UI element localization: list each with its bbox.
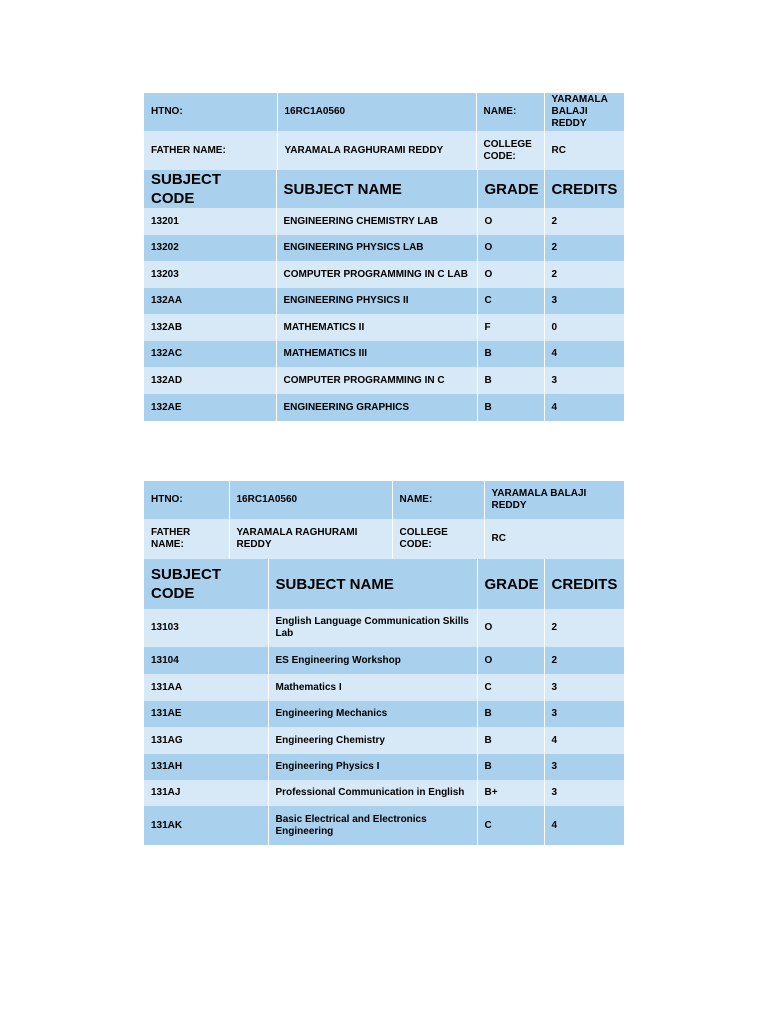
credits: 3	[544, 754, 624, 780]
table-row	[144, 367, 624, 394]
htno-value: 16RC1A0560	[229, 481, 392, 519]
credits: 2	[544, 261, 624, 288]
credits: 2	[544, 208, 624, 235]
table-row	[144, 609, 624, 647]
grade: O	[477, 609, 544, 647]
subject-code: 13203	[144, 261, 276, 288]
credits: 4	[544, 394, 624, 421]
grade: O	[477, 208, 544, 235]
name-value: YARAMALA BALAJI REDDY	[484, 481, 624, 519]
table-header-row	[144, 559, 624, 609]
name-label: NAME:	[476, 93, 544, 131]
college-code-label: COLLEGE CODE:	[392, 519, 484, 559]
info-row-htno	[144, 481, 624, 519]
table-row	[144, 261, 624, 288]
grade: C	[477, 806, 544, 845]
subject-name: ENGINEERING PHYSICS LAB	[276, 235, 477, 261]
college-code-value: RC	[484, 519, 624, 559]
htno-label: HTNO:	[144, 481, 229, 519]
header-subject-code: SUBJECT CODE	[144, 170, 276, 208]
table-row	[144, 780, 624, 806]
grade: O	[477, 235, 544, 261]
subject-code: 131AA	[144, 674, 268, 701]
credits: 3	[544, 288, 624, 314]
subject-name: Mathematics I	[268, 674, 477, 701]
table-row	[144, 674, 624, 701]
header-credits: CREDITS	[544, 170, 624, 208]
table-row	[144, 288, 624, 314]
subject-code: 132AC	[144, 341, 276, 367]
subject-code: 131AK	[144, 806, 268, 845]
table-row	[144, 235, 624, 261]
header-grade: GRADE	[477, 170, 544, 208]
subject-name: ENGINEERING PHYSICS II	[276, 288, 477, 314]
table-row	[144, 806, 624, 845]
grade: O	[477, 261, 544, 288]
subject-code: 132AA	[144, 288, 276, 314]
subject-name: ES Engineering Workshop	[268, 647, 477, 674]
subject-name: MATHEMATICS II	[276, 314, 477, 341]
htno-label: HTNO:	[144, 93, 277, 131]
subjects-table-2	[144, 559, 624, 845]
father-name-value: YARAMALA RAGHURAMI REDDY	[229, 519, 392, 559]
subject-code: 132AB	[144, 314, 276, 341]
grade: B	[477, 394, 544, 421]
table-row	[144, 208, 624, 235]
header-subject-code: SUBJECT CODE	[144, 559, 268, 609]
result-card-1	[144, 93, 624, 170]
result-card-2	[144, 481, 624, 559]
father-name-label: FATHER NAME:	[144, 131, 277, 170]
credits: 0	[544, 314, 624, 341]
credits: 3	[544, 367, 624, 394]
subject-name: English Language Communication Skills Lab	[268, 609, 477, 647]
header-credits: CREDITS	[544, 559, 624, 609]
subject-code: 132AE	[144, 394, 276, 421]
subject-name: COMPUTER PROGRAMMING IN C	[276, 367, 477, 394]
grade: B	[477, 754, 544, 780]
subject-name: Professional Communication in English	[268, 780, 477, 806]
grade: O	[477, 647, 544, 674]
subject-code: 13104	[144, 647, 268, 674]
grade: B+	[477, 780, 544, 806]
subject-code: 13201	[144, 208, 276, 235]
subject-name: Engineering Chemistry	[268, 727, 477, 754]
subject-code: 131AG	[144, 727, 268, 754]
subject-name: Engineering Physics I	[268, 754, 477, 780]
table-row	[144, 341, 624, 367]
credits: 2	[544, 647, 624, 674]
credits: 2	[544, 609, 624, 647]
credits: 3	[544, 674, 624, 701]
table-row	[144, 754, 624, 780]
credits: 4	[544, 341, 624, 367]
subject-code: 131AJ	[144, 780, 268, 806]
table-row	[144, 314, 624, 341]
info-row-htno	[144, 93, 624, 131]
table-row	[144, 647, 624, 674]
header-grade: GRADE	[477, 559, 544, 609]
credits: 3	[544, 780, 624, 806]
credits: 4	[544, 806, 624, 845]
name-value: YARAMALA BALAJI REDDY	[544, 93, 624, 131]
college-code-label: COLLEGE CODE:	[476, 131, 544, 170]
header-subject-name: SUBJECT NAME	[268, 559, 477, 609]
subjects-table-1	[144, 170, 624, 421]
credits: 4	[544, 727, 624, 754]
subject-name: Engineering Mechanics	[268, 701, 477, 727]
father-name-label: FATHER NAME:	[144, 519, 229, 559]
grade: B	[477, 341, 544, 367]
subject-name: Basic Electrical and Electronics Engineering	[268, 806, 477, 845]
subject-code: 13202	[144, 235, 276, 261]
name-label: NAME:	[392, 481, 484, 519]
grade: F	[477, 314, 544, 341]
info-row-father	[144, 131, 624, 170]
grade: B	[477, 727, 544, 754]
college-code-value: RC	[544, 131, 624, 170]
subject-name: ENGINEERING GRAPHICS	[276, 394, 477, 421]
grade: C	[477, 674, 544, 701]
info-row-father	[144, 519, 624, 559]
credits: 2	[544, 235, 624, 261]
grade: B	[477, 367, 544, 394]
header-subject-name: SUBJECT NAME	[276, 170, 477, 208]
subject-name: COMPUTER PROGRAMMING IN C LAB	[276, 261, 477, 288]
htno-value: 16RC1A0560	[277, 93, 476, 131]
subject-code: 13103	[144, 609, 268, 647]
father-name-value: YARAMALA RAGHURAMI REDDY	[277, 131, 476, 170]
subject-code: 132AD	[144, 367, 276, 394]
grade: B	[477, 701, 544, 727]
table-row	[144, 701, 624, 727]
table-row	[144, 394, 624, 421]
subject-code: 131AE	[144, 701, 268, 727]
grade: C	[477, 288, 544, 314]
subject-name: MATHEMATICS III	[276, 341, 477, 367]
table-row	[144, 727, 624, 754]
credits: 3	[544, 701, 624, 727]
subject-name: ENGINEERING CHEMISTRY LAB	[276, 208, 477, 235]
subject-code: 131AH	[144, 754, 268, 780]
table-header-row	[144, 170, 624, 208]
